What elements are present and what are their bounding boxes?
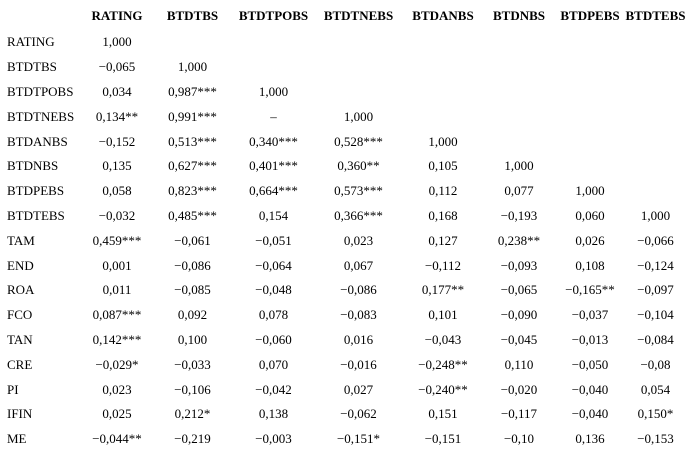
table-cell — [403, 104, 483, 129]
table-cell: 1,000 — [428, 133, 458, 149]
table-cell: −0,066 — [637, 232, 674, 248]
table-cell: −0,085 — [174, 282, 211, 298]
table-cell: 1,000 — [102, 34, 132, 50]
table-row — [0, 228, 686, 253]
table-row — [0, 328, 686, 353]
table-cell: −0,219 — [174, 431, 211, 447]
table-cell: −0,065 — [98, 59, 136, 75]
table-cell: 0,177** — [421, 282, 465, 298]
table-cell: −0,040 — [571, 406, 609, 422]
table-cell — [625, 104, 686, 129]
table-cell: 0,136 — [575, 431, 605, 447]
table-cell: 0,077 — [504, 183, 534, 199]
table-cell: −0,045 — [500, 331, 538, 347]
table-cell — [233, 30, 314, 55]
table-cell: 0,134** — [95, 108, 139, 124]
table-cell — [152, 30, 233, 55]
table-cell — [483, 55, 555, 80]
table-cell: −0,029* — [95, 356, 139, 372]
table-cell — [555, 55, 625, 80]
table-cell: 0,573*** — [334, 183, 383, 199]
row-label: TAM — [7, 232, 35, 248]
table-cell — [625, 154, 686, 179]
table-cell: −0,033 — [174, 356, 211, 372]
table-cell: −0,016 — [340, 356, 377, 372]
table-cell: 0,627*** — [168, 158, 217, 174]
table-cell: 0,150* — [637, 406, 674, 422]
table-cell: 0,023 — [102, 381, 132, 397]
row-label: ME — [7, 431, 27, 447]
table-row — [0, 427, 686, 452]
table-cell — [483, 129, 555, 154]
table-cell: −0,064 — [255, 257, 292, 273]
table-cell: 0,016 — [343, 331, 374, 347]
header-row — [0, 2, 686, 30]
table-cell: 0,025 — [102, 406, 132, 422]
table-cell — [314, 30, 403, 55]
row-label: TAN — [7, 331, 33, 347]
table-cell: 0,087*** — [92, 307, 142, 323]
table-cell: −0,151 — [424, 431, 462, 447]
table-cell: 0,105 — [428, 158, 458, 174]
table-cell — [483, 104, 555, 129]
table-cell: −0,044** — [92, 431, 142, 447]
table-cell: −0,08 — [640, 356, 671, 372]
row-label: IFIN — [7, 406, 33, 422]
table-cell — [555, 154, 625, 179]
table-row — [0, 154, 686, 179]
table-row — [0, 278, 686, 303]
table-cell: −0,248** — [418, 356, 468, 372]
row-label: BTDTEBS — [7, 207, 65, 223]
table-cell: −0,086 — [340, 282, 377, 298]
table-cell: 0,058 — [102, 183, 132, 199]
table-cell: 0,110 — [504, 356, 534, 372]
table-cell: 0,027 — [343, 381, 374, 397]
table-cell: −0,003 — [255, 431, 292, 447]
table-cell: −0,112 — [424, 257, 462, 273]
table-cell: −0,062 — [340, 406, 377, 422]
table-cell: −0,152 — [98, 133, 136, 149]
table-row — [0, 204, 686, 229]
table-cell: 0,127 — [428, 232, 458, 248]
column-header: BTDTPOBS — [238, 8, 309, 23]
table-cell: 0,092 — [177, 307, 208, 323]
column-header: BTDANBS — [412, 8, 474, 23]
table-cell: 0,078 — [258, 307, 289, 323]
table-cell: −0,013 — [571, 331, 609, 347]
table-cell: 0,101 — [428, 307, 458, 323]
table-cell: 0,528*** — [334, 133, 383, 149]
table-cell: −0,037 — [571, 307, 609, 323]
table-cell: −0,086 — [174, 257, 211, 273]
table-cell: −0,020 — [500, 381, 538, 397]
table-cell: −0,042 — [255, 381, 292, 397]
row-label: ROA — [7, 282, 35, 298]
row-label: BTDTPOBS — [7, 83, 74, 99]
table-body — [0, 30, 686, 452]
row-label: CRE — [7, 356, 33, 372]
table-row — [0, 179, 686, 204]
table-cell: −0,061 — [174, 232, 211, 248]
table-cell — [555, 104, 625, 129]
table-cell — [403, 55, 483, 80]
table-cell: −0,093 — [500, 257, 538, 273]
table-cell: −0,083 — [340, 307, 377, 323]
table-cell: −0,090 — [500, 307, 538, 323]
column-header: BTDPEBS — [560, 8, 620, 23]
row-label: FCO — [7, 307, 33, 323]
table-header — [0, 2, 686, 30]
table-cell: −0,050 — [571, 356, 609, 372]
table-cell: 0,011 — [102, 282, 132, 298]
table-cell: 0,135 — [102, 158, 132, 174]
table-cell: −0,106 — [174, 381, 211, 397]
table-cell — [625, 80, 686, 105]
table-cell: 0,112 — [428, 183, 458, 199]
table-cell: 0,054 — [640, 381, 671, 397]
table-cell — [555, 80, 625, 105]
table-cell: −0,065 — [500, 282, 538, 298]
table-cell: −0,151* — [336, 431, 381, 447]
table-cell: −0,193 — [500, 207, 538, 223]
table-cell: 0,138 — [258, 406, 289, 422]
table-cell: 0,459*** — [92, 232, 142, 248]
table-row — [0, 30, 686, 55]
table-cell: 0,664*** — [249, 183, 298, 199]
table-row — [0, 129, 686, 154]
table-cell — [233, 55, 314, 80]
column-header: RATING — [91, 8, 143, 23]
table-cell: −0,048 — [255, 282, 292, 298]
table-cell: −0,043 — [424, 331, 462, 347]
table-cell — [625, 30, 686, 55]
table-cell: 0,034 — [102, 83, 132, 99]
column-header: BTDNBS — [492, 8, 546, 23]
table-cell: 0,060 — [575, 207, 605, 223]
table-row — [0, 104, 686, 129]
table-cell: 0,168 — [428, 207, 458, 223]
column-header: BTDTBS — [166, 8, 219, 23]
table-row — [0, 303, 686, 328]
table-row — [0, 402, 686, 427]
table-cell: 1,000 — [640, 207, 671, 223]
table-row — [0, 253, 686, 278]
table-cell — [625, 129, 686, 154]
table-cell: 0,108 — [575, 257, 605, 273]
row-label: PI — [7, 381, 19, 397]
table-cell: 0,823*** — [168, 183, 217, 199]
table-cell: 0,513*** — [168, 133, 217, 149]
table-cell: 1,000 — [504, 158, 534, 174]
table-cell: 0,360** — [337, 158, 380, 174]
table-cell: −0,10 — [503, 431, 535, 447]
table-cell: −0,165** — [565, 282, 615, 298]
table-cell — [314, 80, 403, 105]
table-cell: 0,485*** — [168, 207, 217, 223]
row-label: BTDNBS — [7, 158, 59, 174]
table-cell — [483, 80, 555, 105]
row-label: BTDANBS — [7, 133, 68, 149]
column-header: BTDTNEBS — [323, 8, 394, 23]
correlation-matrix — [0, 2, 686, 452]
table-cell: 0,212* — [174, 406, 211, 422]
table-row — [0, 55, 686, 80]
table-cell: 0,001 — [102, 257, 132, 273]
table-cell: 0,340*** — [249, 133, 298, 149]
table-cell: −0,084 — [637, 331, 674, 347]
row-label: BTDPEBS — [7, 183, 65, 199]
row-label: RATING — [7, 34, 55, 50]
table-cell — [555, 30, 625, 55]
table-cell: 0,154 — [258, 207, 289, 223]
table-cell: 1,000 — [177, 59, 208, 75]
table-cell: −0,117 — [500, 406, 538, 422]
table-cell: −0,051 — [255, 232, 292, 248]
table-cell: 0,238** — [497, 232, 541, 248]
table-cell: 0,987*** — [168, 83, 217, 99]
table-cell: 1,000 — [343, 108, 374, 124]
table-cell: 0,026 — [575, 232, 605, 248]
table-cell: 0,401*** — [249, 158, 298, 174]
table-cell: 0,100 — [177, 331, 208, 347]
table-cell: −0,153 — [637, 431, 674, 447]
table-cell: 0,366*** — [334, 207, 383, 223]
table-cell: −0,240** — [418, 381, 468, 397]
table-cell: 1,000 — [575, 183, 605, 199]
table-cell: −0,104 — [637, 307, 674, 323]
table-cell: 0,991*** — [168, 108, 217, 124]
row-label: BTDTNEBS — [7, 108, 75, 124]
row-label: END — [7, 257, 34, 273]
row-label: BTDTBS — [7, 59, 57, 75]
table-cell: – — [270, 108, 277, 124]
table-cell: −0,124 — [637, 257, 674, 273]
table-cell: 0,023 — [343, 232, 374, 248]
table-cell: 0,067 — [343, 257, 374, 273]
table-cell: −0,060 — [255, 331, 292, 347]
table-cell: 1,000 — [258, 83, 289, 99]
table-cell: −0,097 — [637, 282, 674, 298]
table-row — [0, 377, 686, 402]
table-row — [0, 80, 686, 105]
table-cell — [403, 80, 483, 105]
header-corner — [0, 2, 82, 30]
table-cell: 0,142*** — [92, 331, 142, 347]
table-row — [0, 352, 686, 377]
table-cell — [483, 30, 555, 55]
column-header: BTDTEBS — [625, 8, 686, 23]
table-cell: −0,032 — [98, 207, 136, 223]
table-cell — [625, 55, 686, 80]
table-cell — [403, 30, 483, 55]
table-cell — [314, 55, 403, 80]
table-cell: 0,151 — [428, 406, 458, 422]
table-cell: −0,040 — [571, 381, 609, 397]
table-cell — [555, 129, 625, 154]
table-cell: 0,070 — [258, 356, 289, 372]
table-cell — [625, 179, 686, 204]
